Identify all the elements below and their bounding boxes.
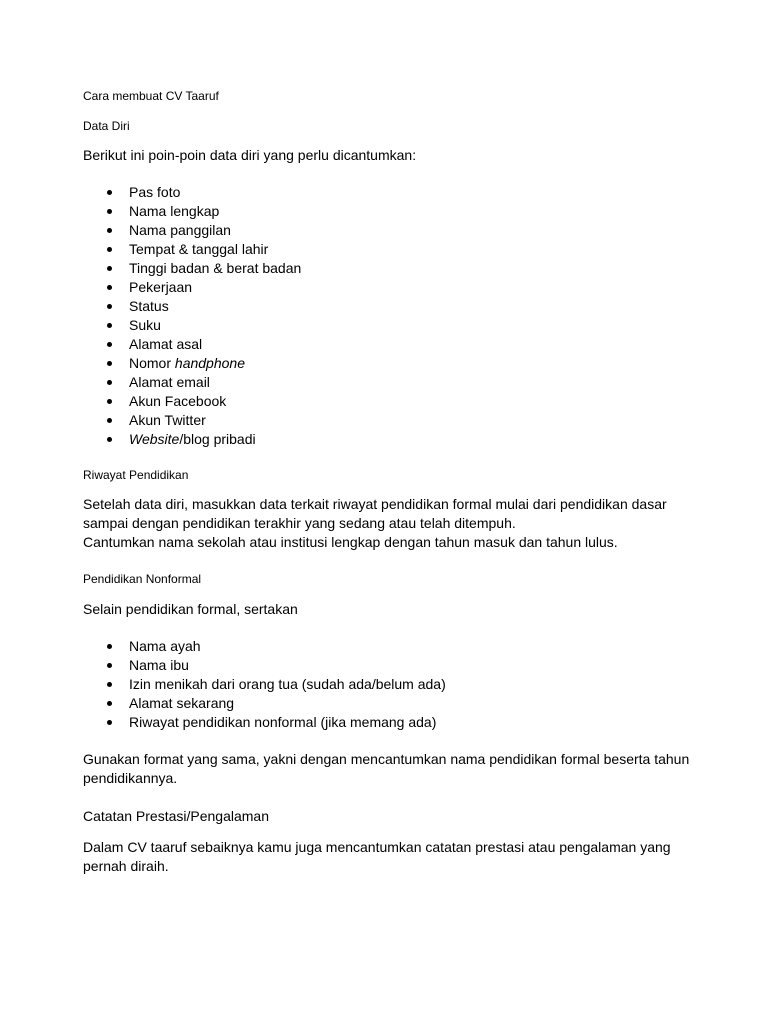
list-item: Pas foto (0, 183, 301, 202)
document-title: Cara membuat CV Taaruf (83, 89, 219, 103)
section-heading-riwayat-pendidikan: Riwayat Pendidikan (83, 468, 189, 482)
section-heading-pendidikan-nonformal: Pendidikan Nonformal (83, 572, 202, 586)
list-item: Nama ibu (0, 656, 446, 675)
list-item: Status (0, 297, 301, 316)
section-body-riwayat-pendidikan: Setelah data diri, masukkan data terkait riwayat pendidikan formal mulai dari pendidikan dasar sampai dengan pendidikan terakhir yang sedang atau telah ditempuh. Cantumkan nama sekolah atau institusi lengkap dengan tahun masuk dan tahun lulus. (83, 496, 667, 550)
section-body-catatan-prestasi: Dalam CV taaruf sebaiknya kamu juga mencantumkan catatan prestasi atau pengalaman yang pernah diraih. (83, 839, 671, 874)
pendidikan-nonformal-list (0, 637, 446, 732)
list-item: Akun Facebook (0, 392, 301, 411)
list-item: Riwayat pendidikan nonformal (jika memang ada) (0, 713, 446, 732)
list-item: Nama panggilan (0, 221, 301, 240)
section-outro-pendidikan-nonformal: Gunakan format yang sama, yakni dengan mencantumkan nama pendidikan formal beserta tahun pendidikannya. (83, 751, 690, 786)
list-item: Tinggi badan & berat badan (0, 259, 301, 278)
list-item: Alamat sekarang (0, 694, 446, 713)
section-intro-pendidikan-nonformal: Selain pendidikan formal, sertakan (83, 601, 298, 617)
list-item: Alamat email (0, 373, 301, 392)
list-item: Pekerjaan (0, 278, 301, 297)
section-heading-catatan-prestasi: Catatan Prestasi/Pengalaman (83, 808, 269, 824)
section-heading-data-diri: Data Diri (83, 119, 130, 133)
list-item: Nama ayah (0, 637, 446, 656)
list-item: Tempat & tanggal lahir (0, 240, 301, 259)
list-item: Suku (0, 316, 301, 335)
list-item: Nama lengkap (0, 202, 301, 221)
section-intro-data-diri: Berikut ini poin-poin data diri yang perlu dicantumkan: (83, 147, 417, 163)
list-item: Izin menikah dari orang tua (sudah ada/belum ada) (0, 675, 446, 694)
list-item: Nomor handphone (0, 354, 301, 373)
list-item: Akun Twitter (0, 411, 301, 430)
list-item: Alamat asal (0, 335, 301, 354)
data-diri-list (0, 183, 301, 449)
list-item: Website/blog pribadi (0, 430, 301, 449)
